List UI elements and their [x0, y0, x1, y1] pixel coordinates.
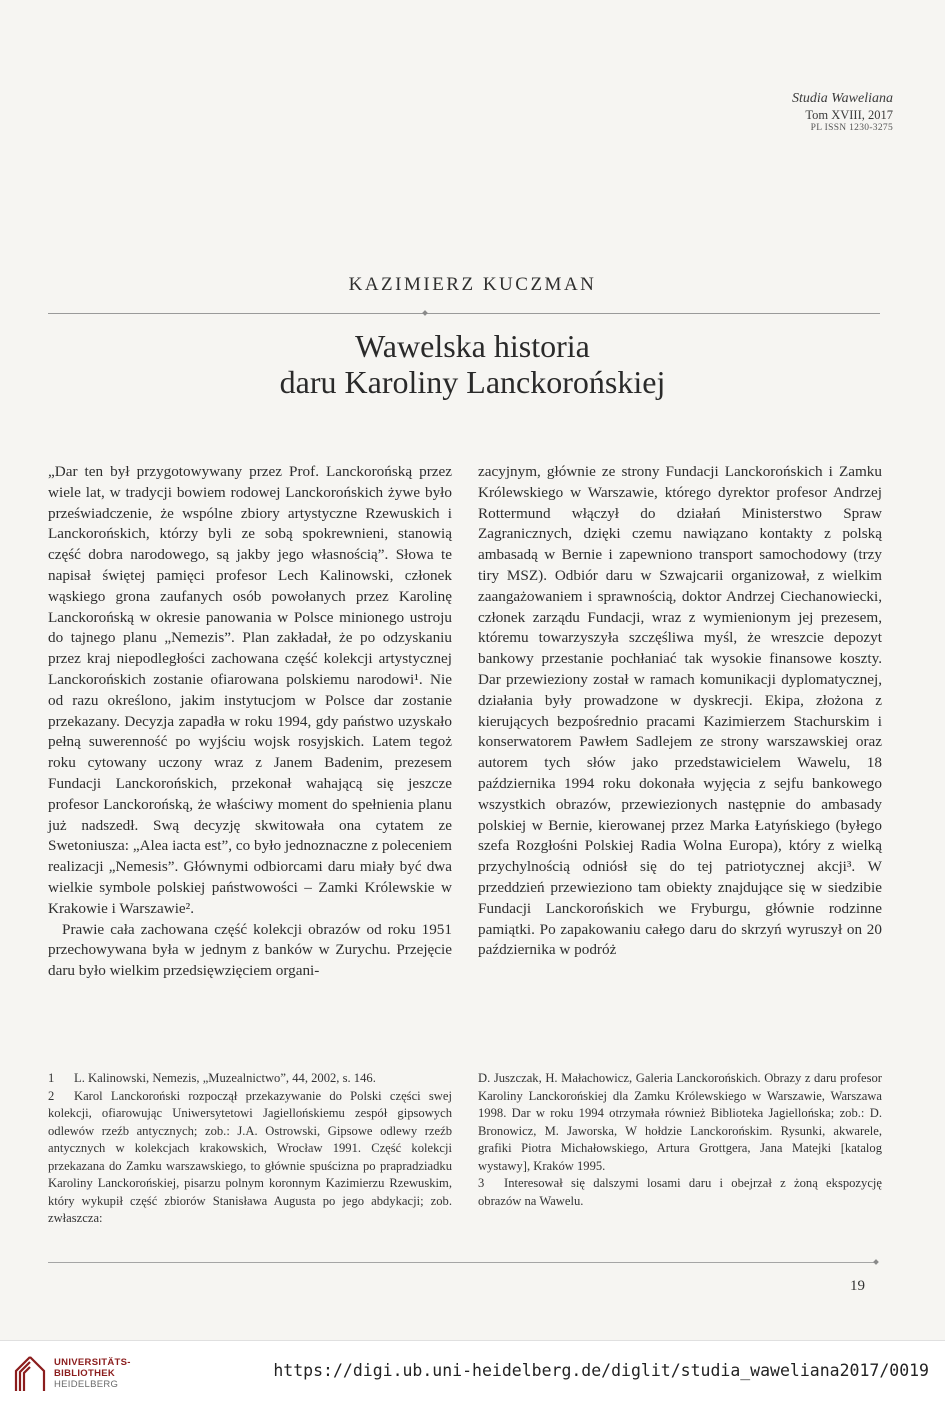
library-name-line-2: BIBLIOTHEK	[54, 1368, 116, 1379]
footnote-text: Interesował się dalszymi losami daru i obejrzał z żoną ekspozycję obrazów na Wawelu.	[478, 1176, 882, 1208]
permalink-url[interactable]: https://digi.ub.uni-heidelberg.de/diglit/studia_waweliana2017/0019	[273, 1361, 929, 1380]
footnotes-right	[478, 1070, 882, 1210]
body-paragraph: Prawie cała zachowana część kolekcji obrazów od roku 1951 przechowywana była w jednym z banków w Zurychu. Przejęcie daru było wielkim przedsięwzięciem organi-	[48, 920, 452, 980]
divider-ornament-icon	[422, 310, 428, 316]
footnote	[48, 1070, 452, 1088]
footer-ornament-icon	[873, 1259, 879, 1265]
body-paragraph: zacyjnym, głównie ze strony Fundacji Lanckorońskich i Zamku Królewskiego w Warszawie, którego dyrektor profesor Andrzej Rottermund włączył do działań Ministerstwo Spraw Zagranicznych, dzięki czemu nawiązano kontakty z polską ambasadą w Bernie i zapewniono transport samochodowy (trzy tiry MSZ). Odbiór daru w Szwajcarii organizował, z wielkim zaangażowaniem i sprawnością, doktor Andrzej Ciechanowiecki, członek zarządu Fundacji, wraz z wymienionym jej prezesem, któremu towarzyszyła szczęśliwa myśl, że wreszcie depozyt bankowy przestanie pochłaniać tak wysokie finansowe koszty. Dar przewieziony został w ramach komunikacji dyplomatycznej, działania były prowadzone w dyskrecji. Ekipa, złożona z kierujących bezpośrednio pracami Kazimierzem Stachurskim i konserwatorem Pawłem Sadlejem ze strony warszawskiej oraz autorem tych słów jako przedstawicielem Wawelu, 18 października 1994 roku dokonała wyjęcia z sejfu bankowego wszystkich obrazów, przewiezionych następnie do ambasady polskiej w Bernie, kierowanej przez Marka Łatyńskiego (byłego szefa Rozgłośni Polskiej Radia Wolna Europa), który z wielką przychylnością odniósł się do tej patriotycznej akcji³. W przeddzień przewieziono tam obiekty znajdujące się w siedzibie Fundacji Lanckorońskich we Fryburgu, głównie rodzinne pamiątki. Po zapakowaniu całego daru do skrzyń wyruszył on 20 października w podróż	[478, 463, 882, 959]
library-name-line-1: UNIVERSITÄTS-	[54, 1357, 131, 1368]
footer-divider	[48, 1262, 878, 1263]
footnote-text: L. Kalinowski, Nemezis, „Muzealnictwo”, 44, 2002, s. 146.	[74, 1071, 376, 1085]
article-author: KAZIMIERZ KUCZMAN	[348, 274, 597, 295]
digitization-footer	[0, 1340, 945, 1411]
article-title	[0, 328, 945, 400]
footnotes-left	[48, 1070, 452, 1228]
title-divider	[48, 313, 880, 314]
journal-issn: PL ISSN 1230-3275	[810, 123, 893, 134]
footnote-continuation: D. Juszczak, H. Małachowicz, Galeria Lanckorońskich. Obrazy z daru profesor Karoliny Lanckorońskiej dla Zamku Królewskiego w Warszawie, Warszawa 1998. Dar w roku 1994 otrzymała również Biblioteka Jagiellońska; zob.: D. Bronowicz, M. Jaworska, W hołdzie Lanckorońskim. Rysunki, akwarele, grafiki Piotra Michałowskiego, Artura Grottgera, Jana Matejki [katalog wystawy], Kraków 1995.	[478, 1071, 882, 1173]
library-name[interactable]	[54, 1357, 131, 1390]
footnote-number: 2	[48, 1088, 55, 1103]
article-title-line-2: daru Karoliny Lanckorońskiej	[279, 364, 666, 401]
journal-header	[792, 90, 893, 135]
journal-title: Studia Waweliana	[792, 91, 893, 106]
page-number: 19	[850, 1278, 865, 1294]
body-column-left	[48, 462, 452, 982]
library-name-line-3: HEIDELBERG	[54, 1379, 119, 1390]
footnote-number: 1	[48, 1071, 55, 1085]
footnote-text: Karol Lanckoroński rozpoczął przekazywanie do Polski części swej kolekcji, ofiarowując Uniwersytetowi Jagiellońskiemu zespół gipsowych odlewów rzeźb antycznych; zob.: J.A. Ostrowski, Gipsowe odlewy rzeźb antycznych w kolekcjach krakowskich, Wrocław 1991. Część kolekcji przekazana do Zamku warszawskiego, to głównie spuścizna po prapradziadku Karoliny Lanckorońskiej, pisarzu polnym koronnym Kazimierzu Rzewuskim, który wykupił część zbiorów Stanisława Augusta po jego abdykacji; zob. zwłaszcza:	[48, 1088, 452, 1225]
journal-volume: Tom XVIII, 2017	[805, 107, 893, 122]
footnote	[48, 1088, 452, 1228]
library-logo-icon[interactable]	[12, 1354, 48, 1394]
footnote	[478, 1175, 882, 1210]
footnote-number: 3	[478, 1176, 485, 1190]
article-title-line-1: Wawelska historia	[355, 328, 590, 364]
body-paragraph: „Dar ten był przygotowywany przez Prof. Lanckorońską przez wiele lat, w tradycji bowiem rodowej Lanckorońskich żywe było przeświadczenie, że wspólne zbiory artystyczne Rzewuskich i Lanckorońskich, którzy byli ze sobą spokrewnieni, stanowią część dobra narodowego, są jakby jego własnością”. Słowa te napisał świętej pamięci profesor Lech Kalinowski, członek wąskiego grona zaufanych osób powołanych przez Karolinę Lanckorońską w okresie panowania w Polsce minionego ustroju do tajnego planu „Nemezis”. Plan zakładał, że po odzyskaniu przez kraj niepodległości zachowana część kolekcji artystycznej Lanckorońskich zostanie ofiarowana polskiemu narodowi¹. Nie od razu określono, jakim instytucjom w Polsce dar zostanie przekazany. Decyzja zapadła w roku 1994, gdy państwo uzyskało pełną suwerenność po wyjściu wojsk rosyjskich. Latem tegoż roku cytowany uczony wraz z Janem Badenim, prezesem Fundacji Lanckorońskich, przekonał wahającą się jeszcze profesor Lanckorońską, że właściwy moment do spełnienia planu już nadszedł. Swą decyzję skwitowała ona cytatem ze Swetoniusza: „Alea iacta est”, co było jednoznaczne z poleceniem realizacji „Nemesis”. Głównymi odbiorcami daru miały być dwa wielkie symbole polskiej państwowości – Zamki Królewskie w Krakowie i Warszawie².	[48, 463, 452, 917]
body-column-right	[478, 462, 882, 961]
